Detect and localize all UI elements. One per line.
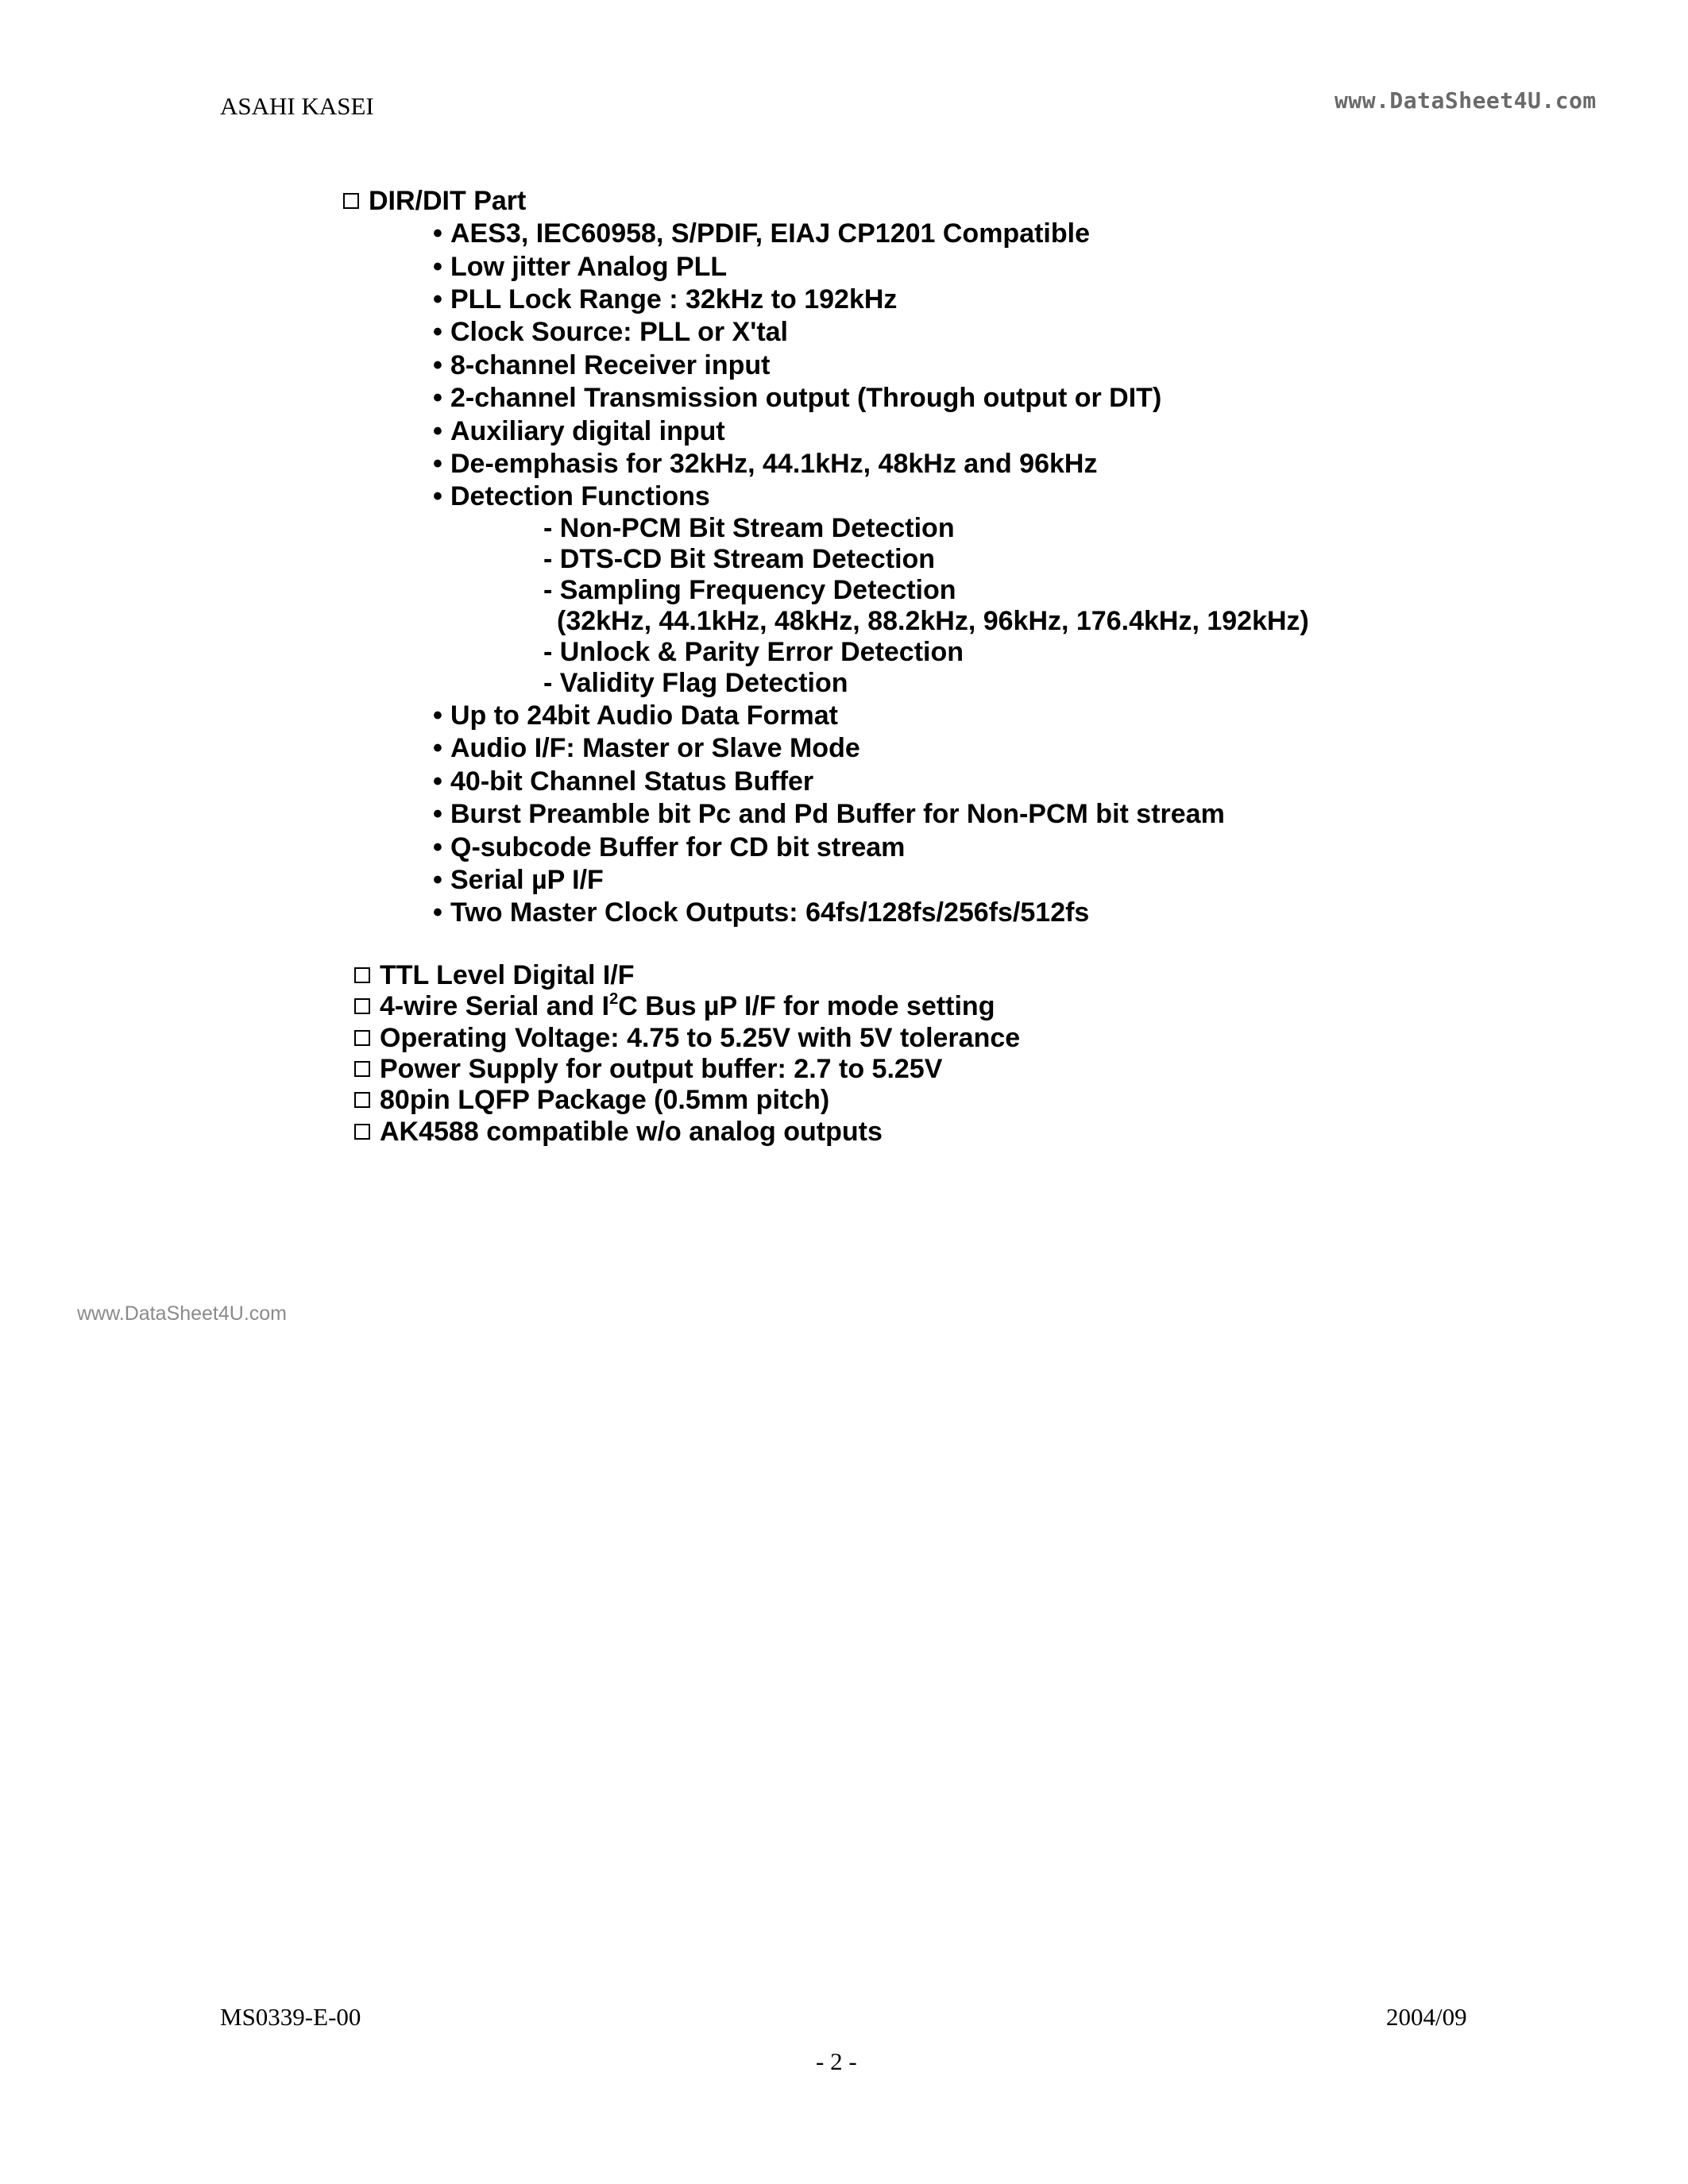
list-item: •Two Master Clock Outputs: 64fs/128fs/256fs/512fs bbox=[433, 897, 1089, 928]
bullet-icon bbox=[433, 251, 450, 283]
bullet-icon bbox=[433, 218, 450, 249]
section-dir-dit-title: DIR/DIT Part bbox=[343, 185, 526, 217]
company-name: ASAHI KASEI bbox=[220, 92, 374, 120]
bullet-icon bbox=[433, 864, 450, 896]
bullet-icon bbox=[433, 284, 450, 315]
list-item: •Clock Source: PLL or X'tal bbox=[433, 316, 788, 348]
watermark-link[interactable]: www.DataSheet4U.com bbox=[77, 1302, 288, 1325]
list-item: •De-emphasis for 32kHz, 44.1kHz, 48kHz and 96kHz bbox=[433, 448, 1097, 480]
bullet-icon bbox=[433, 766, 450, 797]
header-watermark: www.DataSheet4U.com bbox=[1335, 87, 1597, 114]
bullet-icon bbox=[433, 897, 450, 928]
checkbox-square-icon bbox=[354, 1092, 370, 1108]
checkbox-square-icon bbox=[354, 1124, 370, 1140]
bullet-icon bbox=[433, 832, 450, 863]
bullet-icon bbox=[433, 448, 450, 480]
checkbox-square-icon bbox=[343, 193, 359, 209]
list-item: •8-channel Receiver input bbox=[433, 349, 770, 381]
list-item: •AES3, IEC60958, S/PDIF, EIAJ CP1201 Compatible bbox=[433, 218, 1090, 249]
list-item: •Serial µP I/F bbox=[433, 864, 604, 896]
bullet-icon bbox=[433, 480, 450, 512]
list-item: •Up to 24bit Audio Data Format bbox=[433, 700, 838, 731]
feature-package: 80pin LQFP Package (0.5mm pitch) bbox=[354, 1084, 829, 1116]
page-number: - 2 - bbox=[816, 2047, 857, 2075]
bullet-icon bbox=[433, 316, 450, 348]
bullet-icon bbox=[433, 798, 450, 830]
checkbox-square-icon bbox=[354, 1030, 370, 1046]
detection-item: - Unlock & Parity Error Detection bbox=[543, 637, 964, 667]
checkbox-square-icon bbox=[354, 998, 370, 1014]
checkbox-square-icon bbox=[354, 1061, 370, 1077]
bullet-icon bbox=[433, 415, 450, 447]
feature-compat: AK4588 compatible w/o analog outputs bbox=[354, 1116, 883, 1148]
detection-item: - Sampling Frequency Detection bbox=[543, 575, 956, 605]
list-item: •Burst Preamble bit Pc and Pd Buffer for Non-PCM bit stream bbox=[433, 798, 1225, 830]
list-item: •2-channel Transmission output (Through output or DIT) bbox=[433, 382, 1161, 414]
detection-item: - Validity Flag Detection bbox=[543, 668, 848, 698]
detection-item: - DTS-CD Bit Stream Detection bbox=[543, 544, 936, 574]
feature-ttl: TTL Level Digital I/F bbox=[354, 959, 635, 991]
feature-voltage: Operating Voltage: 4.75 to 5.25V with 5V tolerance bbox=[354, 1022, 1020, 1054]
document-date: 2004/09 bbox=[1386, 2003, 1467, 2031]
checkbox-square-icon bbox=[354, 967, 370, 983]
list-item: •Audio I/F: Master or Slave Mode bbox=[433, 732, 860, 764]
detection-item: (32kHz, 44.1kHz, 48kHz, 88.2kHz, 96kHz, 176.4kHz, 192kHz) bbox=[557, 606, 1309, 636]
list-item: •40-bit Channel Status Buffer bbox=[433, 766, 813, 797]
feature-power: Power Supply for output buffer: 2.7 to 5.25V bbox=[354, 1053, 942, 1085]
list-item: •Q-subcode Buffer for CD bit stream bbox=[433, 832, 905, 863]
bullet-icon bbox=[433, 349, 450, 381]
bullet-icon bbox=[433, 382, 450, 414]
list-item: •Low jitter Analog PLL bbox=[433, 251, 727, 283]
detection-item: - Non-PCM Bit Stream Detection bbox=[543, 513, 955, 543]
feature-serial: 4-wire Serial and $I^2C$ Bus µP I/F for mode setting bbox=[354, 990, 995, 1022]
bullet-icon bbox=[433, 700, 450, 731]
list-item: •Detection Functions bbox=[433, 480, 710, 512]
list-item: •PLL Lock Range : 32kHz to 192kHz bbox=[433, 284, 897, 315]
document-number: MS0339-E-00 bbox=[220, 2003, 361, 2031]
list-item: •Auxiliary digital input bbox=[433, 415, 725, 447]
bullet-icon bbox=[433, 732, 450, 764]
